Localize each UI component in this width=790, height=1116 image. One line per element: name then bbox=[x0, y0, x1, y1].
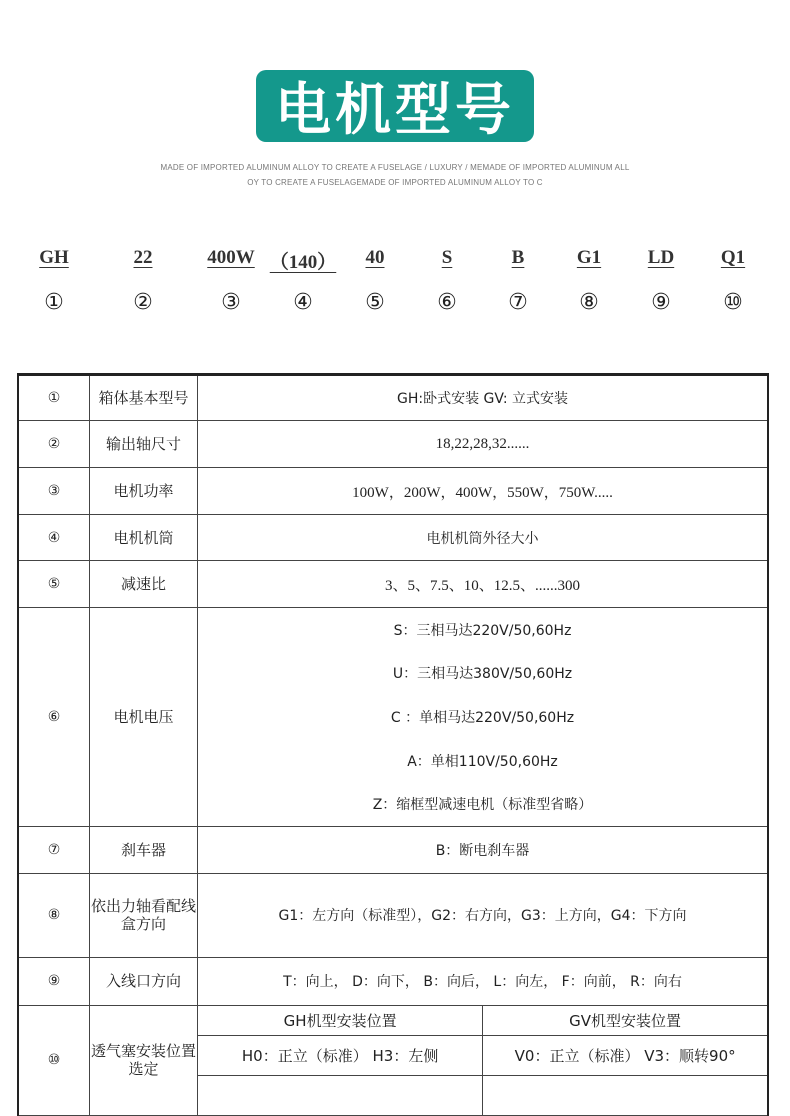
table-row bbox=[18, 468, 768, 515]
row-number: ④ bbox=[18, 515, 90, 561]
code-140: （140） bbox=[269, 252, 337, 273]
row-value bbox=[198, 468, 769, 515]
row-value-text: 18,22,28,32...... bbox=[435, 435, 530, 452]
row-label: 输出轴尺寸 bbox=[90, 421, 198, 468]
table-row bbox=[18, 421, 768, 468]
row-label: 透气塞安装位置选定 bbox=[90, 1005, 198, 1115]
table-row bbox=[18, 826, 768, 873]
code-number-2: ② bbox=[133, 290, 153, 315]
code-number-8: ⑧ bbox=[579, 290, 599, 315]
code-400w: 400W bbox=[207, 247, 255, 268]
table-row bbox=[18, 873, 768, 957]
row-value bbox=[198, 421, 769, 468]
code-b: B bbox=[511, 247, 525, 268]
gh-install-option: H0：正立（标准） H3：左侧 bbox=[198, 1035, 483, 1075]
gv-install-header: GV机型安装位置 bbox=[483, 1005, 768, 1035]
row-label: 依出力轴看配线盒方向 bbox=[90, 873, 198, 957]
title-container bbox=[0, 70, 790, 142]
row-label: 入线口方向 bbox=[90, 957, 198, 1005]
spec-table bbox=[17, 373, 769, 1116]
code-gh: GH bbox=[39, 247, 69, 268]
row-label: 减速比 bbox=[90, 561, 198, 608]
row-value-text: 100W，200W，400W，550W，750W..... bbox=[352, 484, 613, 501]
table-row bbox=[18, 957, 768, 1005]
row-number: ⑨ bbox=[18, 957, 90, 1005]
code-number-4: ④ bbox=[293, 290, 313, 315]
table-row bbox=[18, 608, 768, 827]
row-label: 电机功率 bbox=[90, 468, 198, 515]
subtitle-line-2: OY TO CREATE A FUSELAGEMADE OF IMPORTED ALUMINUM ALLOY TO C bbox=[247, 178, 543, 187]
code-ld: LD bbox=[647, 247, 675, 268]
row-label: 电机电压 bbox=[90, 608, 198, 827]
row-value: G1：左方向（标准型），G2：右方向，G3：上方向，G4：下方向 bbox=[198, 873, 769, 957]
table-row bbox=[18, 515, 768, 561]
code-number-10: ⑩ bbox=[723, 290, 743, 315]
row-value: B：断电刹车器 bbox=[198, 826, 769, 873]
row-value-voltage-list bbox=[198, 608, 769, 827]
code-22: 22 bbox=[133, 247, 153, 268]
code-number-3: ③ bbox=[221, 290, 241, 315]
code-number-1: ① bbox=[44, 290, 64, 315]
row-number: ⑩ bbox=[18, 1005, 90, 1115]
row-value bbox=[198, 561, 769, 608]
gv-install-option: V0：正立（标准） V3：顺转90° bbox=[483, 1035, 768, 1075]
row-number: ② bbox=[18, 421, 90, 468]
table-row bbox=[18, 375, 768, 421]
voltage-option-u: U：三相马达380V/50,60Hz bbox=[392, 666, 573, 683]
row-value: T：向上， D：向下， B：向后， L：向左， F：向前， R：向右 bbox=[198, 957, 769, 1005]
row-number: ⑥ bbox=[18, 608, 90, 827]
code-s: S bbox=[441, 247, 453, 268]
code-number-9: ⑨ bbox=[651, 290, 671, 315]
voltage-option-s: S：三相马达220V/50,60Hz bbox=[393, 622, 572, 639]
row-number: ⑤ bbox=[18, 561, 90, 608]
code-number-7: ⑦ bbox=[508, 290, 528, 315]
row-value: 电机机筒外径大小 bbox=[198, 515, 769, 561]
subtitle-line-1: MADE OF IMPORTED ALUMINUM ALLOY TO CREATE A FUSELAGE / LUXURY / MEMADE OF IMPORTED ALUMINUM ALL bbox=[160, 163, 630, 172]
table-row bbox=[18, 561, 768, 608]
page-title: 电机型号 bbox=[256, 70, 534, 142]
code-number-6: ⑥ bbox=[437, 290, 457, 315]
voltage-option-a: A：单相110V/50,60Hz bbox=[407, 753, 558, 770]
table-row bbox=[18, 1005, 768, 1035]
row-value-text: 3、5、7.5、10、12.5、......300 bbox=[384, 577, 580, 594]
code-number-5: ⑤ bbox=[365, 290, 385, 315]
row-number: ① bbox=[18, 375, 90, 421]
gh-install-option-cut bbox=[198, 1075, 483, 1115]
voltage-option-z: Z：缩框型减速电机（标准型省略） bbox=[372, 797, 593, 814]
row-number: ⑦ bbox=[18, 826, 90, 873]
voltage-option-c: C ：单相马达220V/50,60Hz bbox=[390, 709, 575, 726]
row-number: ⑧ bbox=[18, 873, 90, 957]
code-40: 40 bbox=[365, 247, 385, 268]
row-label: 电机机筒 bbox=[90, 515, 198, 561]
row-label: 刹车器 bbox=[90, 826, 198, 873]
subtitle bbox=[0, 160, 790, 190]
row-number: ③ bbox=[18, 468, 90, 515]
code-q1: Q1 bbox=[720, 247, 746, 268]
gh-install-header: GH机型安装位置 bbox=[198, 1005, 483, 1035]
gv-install-option-cut bbox=[483, 1075, 768, 1115]
row-value: GH:卧式安装 GV: 立式安装 bbox=[198, 375, 769, 421]
row-label: 箱体基本型号 bbox=[90, 375, 198, 421]
code-g1: G1 bbox=[576, 247, 602, 268]
